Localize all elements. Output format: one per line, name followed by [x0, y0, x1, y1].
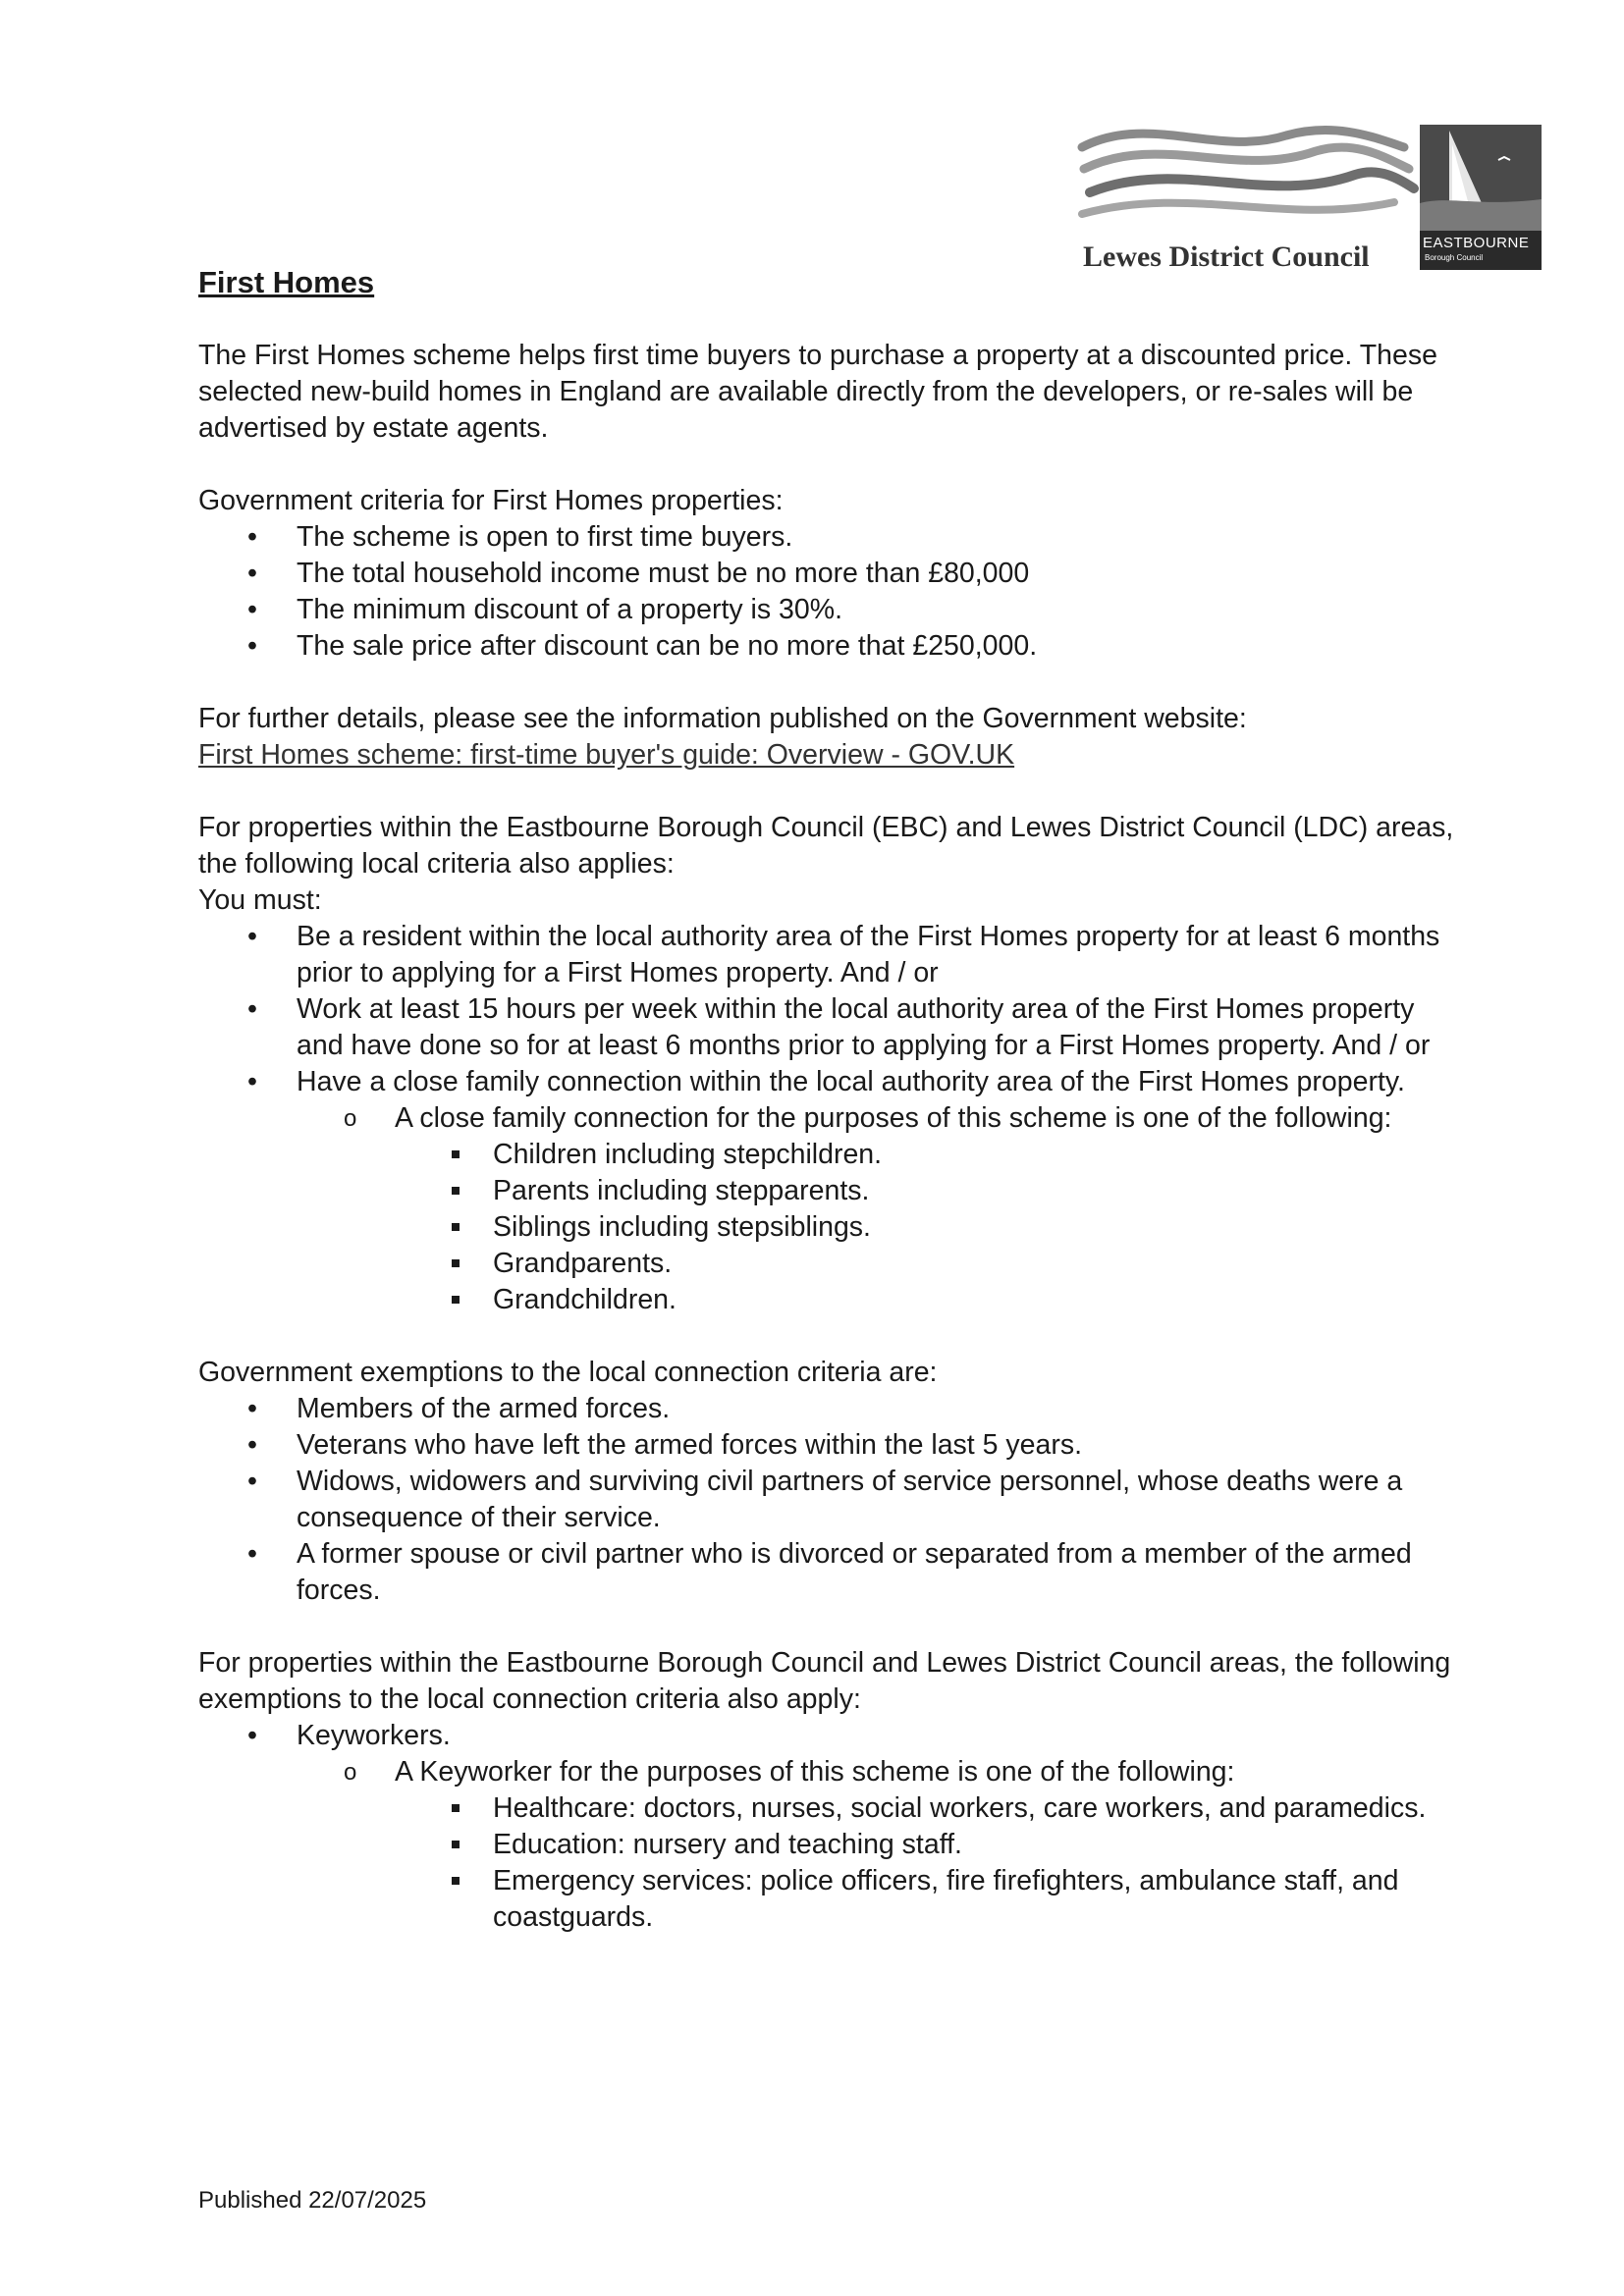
further-details-text: For further details, please see the information published on the Government website: [198, 703, 1247, 734]
local-exemptions-heading: For properties within the Eastbourne Borough Council and Lewes District Council areas, the following exemptions to the local connection criteria also apply: [198, 1647, 1451, 1715]
document-body [198, 263, 1455, 1936]
intro-paragraph: The First Homes scheme helps first time buyers to purchase a property at a discounted price. These selected new-build homes in England are available directly from the developers, or re-sales will be advertised by estate agents. [198, 340, 1437, 444]
list-item: • Members of the armed forces. [198, 1391, 1455, 1427]
eastbourne-subtitle: Borough Council [1425, 253, 1484, 262]
list-item: Healthcare: doctors, nurses, social workers, care workers, and paramedics. [198, 1790, 1455, 1827]
list-item: Grandchildren. [198, 1282, 1455, 1318]
list-item: • Veterans who have left the armed forces within the last 5 years. [198, 1427, 1455, 1464]
list-item: • A former spouse or civil partner who is divorced or separated from a member of the armed forces. [198, 1536, 1455, 1609]
gov-exemptions-heading: Government exemptions to the local connection criteria are: [198, 1357, 938, 1388]
gov-exemptions-list [198, 1391, 1455, 1609]
list-item-text: A close family connection for the purposes of this scheme is one of the following: [395, 1102, 1392, 1134]
list-item: • The total household income must be no more than £80,000 [198, 556, 1455, 592]
page-title: First Homes [198, 265, 375, 299]
list-item: Emergency services: police officers, fire firefighters, ambulance staff, and coastguards. [198, 1863, 1455, 1936]
list-item: • Be a resident within the local authority area of the First Homes property for at least 6 months prior to applying for a First Homes property. And / or [198, 919, 1455, 991]
list-item: • The minimum discount of a property is 30%. [198, 592, 1455, 628]
list-item [198, 1064, 1455, 1318]
list-item: Grandparents. [198, 1246, 1455, 1282]
keyworker-definition-list [297, 1754, 1455, 1936]
list-item: Children including stepchildren. [198, 1137, 1455, 1173]
local-criteria-list [198, 919, 1455, 1318]
gov-criteria-heading: Government criteria for First Homes properties: [198, 485, 784, 516]
list-item [198, 1754, 1455, 1936]
family-members-list [395, 1137, 1455, 1318]
list-item: Parents including stepparents. [198, 1173, 1455, 1209]
list-item: Education: nursery and teaching staff. [198, 1827, 1455, 1863]
lewes-district-council-name: Lewes District Council [1083, 240, 1370, 273]
published-date: Published 22/07/2025 [198, 2187, 427, 2214]
list-item [198, 1718, 1455, 1936]
list-item: • The sale price after discount can be no more that £250,000. [198, 628, 1455, 665]
list-item: Siblings including stepsiblings. [198, 1209, 1455, 1246]
local-exemptions-list [198, 1718, 1455, 1936]
list-item: • The scheme is open to first time buyers. [198, 519, 1455, 556]
eastbourne-name: EASTBOURNE [1423, 235, 1530, 251]
list-item [198, 1100, 1455, 1318]
list-item-text: Keyworkers. [297, 1720, 451, 1751]
list-item-text: Have a close family connection within the local authority area of the First Homes property. [297, 1066, 1405, 1097]
gov-criteria-list [198, 519, 1455, 665]
keyworker-types-list [395, 1790, 1455, 1936]
local-criteria-intro: For properties within the Eastbourne Borough Council (EBC) and Lewes District Council (LDC) areas, the following local criteria also applies: [198, 812, 1454, 880]
you-must-label: You must: [198, 884, 322, 916]
gov-uk-link[interactable]: First Homes scheme: first-time buyer's guide: Overview - GOV.UK [198, 739, 1015, 771]
list-item: • Widows, widowers and surviving civil partners of service personnel, whose deaths were a consequence of their service. [198, 1464, 1455, 1536]
list-item: • Work at least 15 hours per week within the local authority area of the First Homes property and have done so for at least 6 months prior to applying for a First Homes property. And / or [198, 991, 1455, 1064]
list-item-text: A Keyworker for the purposes of this scheme is one of the following: [395, 1756, 1235, 1788]
family-definition-list [297, 1100, 1455, 1318]
